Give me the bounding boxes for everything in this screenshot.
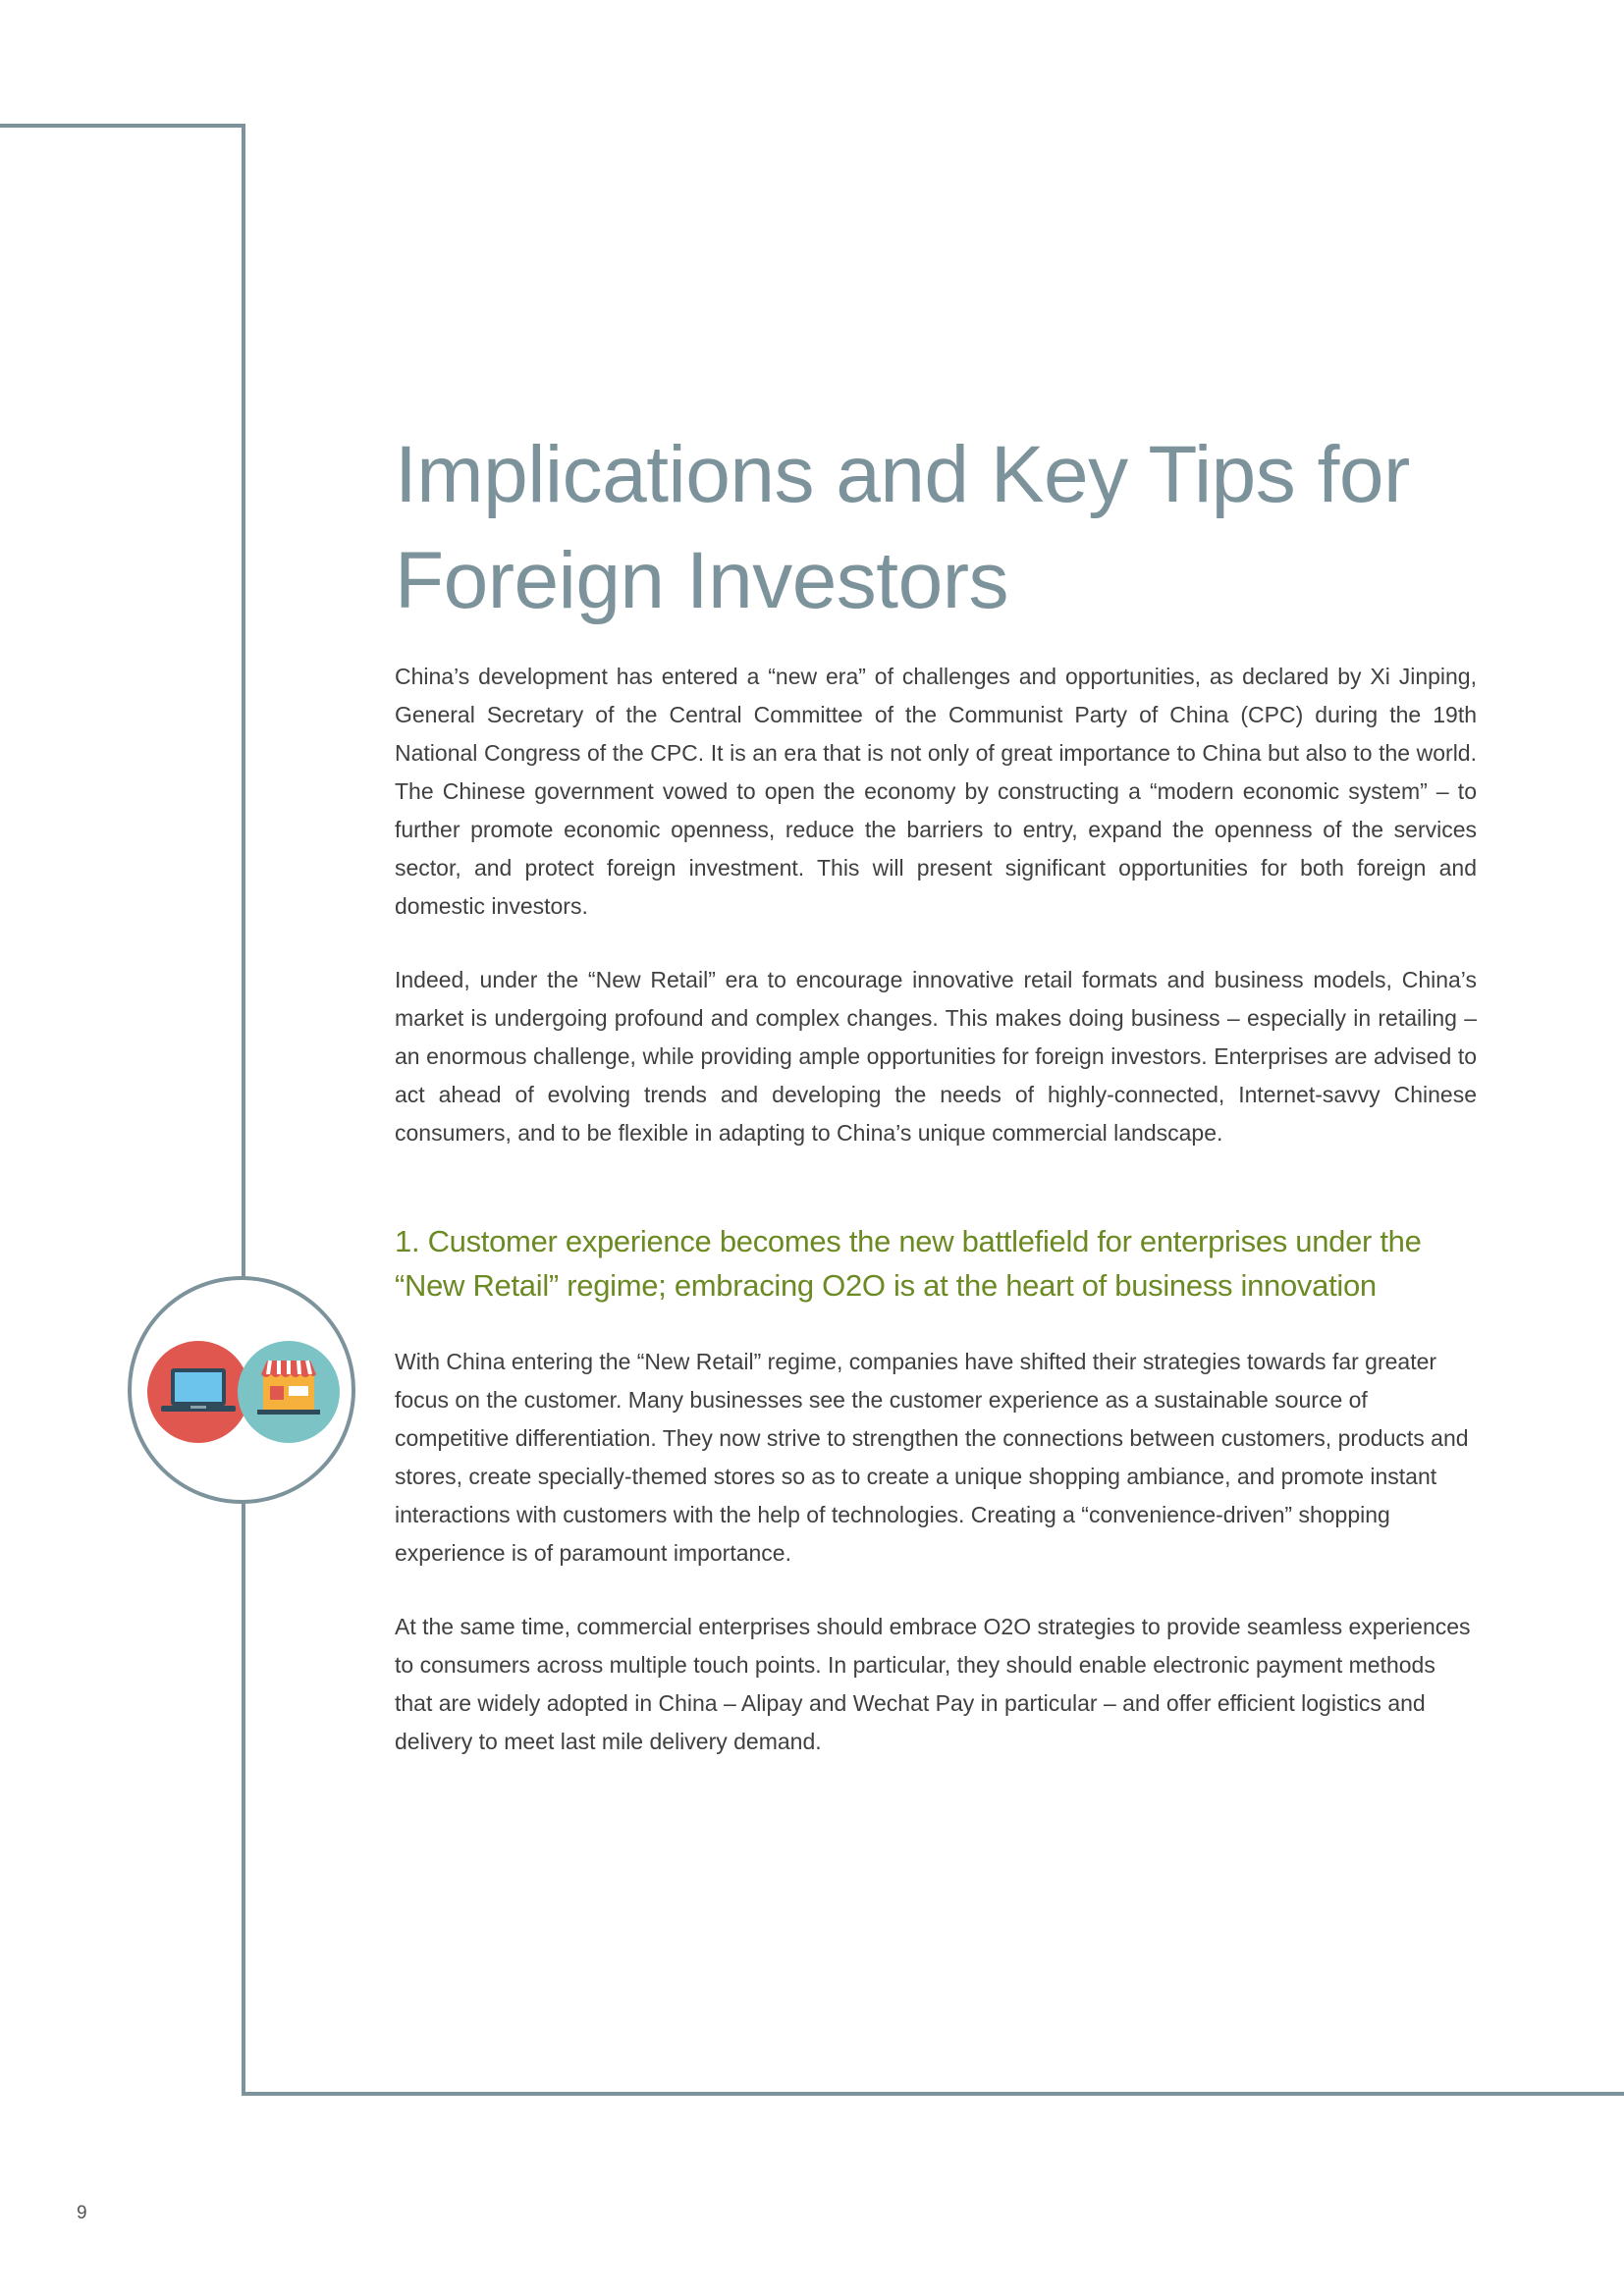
section-paragraph-2: At the same time, commercial enterprises should embrace O2O strategies to provide seamless experiences to consumers across multiple touch points. In particular, they should enable electronic payment methods that are widely adopted in China – Alipay and Wechat Pay in particular – and offer efficient logistics and delivery to meet last mile delivery demand.: [395, 1614, 1471, 1754]
section-icon-badge: [128, 1276, 355, 1504]
section-heading-line-2: “New Retail” regime; embracing O2O is at the heart of business innovation: [395, 1268, 1377, 1303]
frame-bottom-line: [242, 2092, 1624, 2096]
page-title-line-1: Implications and Key Tips for: [395, 430, 1410, 519]
frame-top-line: [0, 124, 245, 128]
page-number: 9: [77, 2203, 87, 2223]
section-paragraph-1: With China entering the “New Retail” regime, companies have shifted their strategies towards far greater focus on the customer. Many businesses see the customer experience as a sustainable source of competitive differentiation. They now strive to strengthen the connections between customers, products and stores, create specially-themed stores so as to create a unique shopping ambiance, and promote instant interactions with customers with the help of technologies. Creating a “convenience-driven” shopping experience is of paramount importance.: [395, 1349, 1469, 1566]
frame-left-line: [242, 124, 245, 2096]
intro-paragraph-2: Indeed, under the “New Retail” era to encourage innovative retail formats and business models, China’s market is undergoing profound and complex changes. This makes doing business – especially in retailing – an enormous challenge, while providing ample opportunities for foreign investors. Enterprises are advised to act ahead of evolving trends and developing the needs of highly-connected, Internet-savvy Chinese consumers, and to be flexible in adapting to China’s unique commercial landscape.: [395, 967, 1477, 1146]
main-content: [395, 422, 1477, 1761]
section-heading-line-1: 1. Customer experience becomes the new battlefield for enterprises under the: [395, 1224, 1422, 1258]
section-icon-graphic: [132, 1280, 352, 1500]
page-title-line-2: Foreign Investors: [395, 536, 1008, 625]
laptop-icon: [147, 1341, 249, 1443]
section-heading: [395, 1219, 1477, 1308]
page-title: [395, 422, 1477, 634]
storefront-icon: [238, 1341, 340, 1443]
intro-paragraph-1: China’s development has entered a “new era” of challenges and opportunities, as declared by Xi Jinping, General Secretary of the Central Committee of the Communist Party of China (CPC) during the 19th National Congress of the CPC. It is an era that is not only of great importance to China but also to the world. The Chinese government vowed to open the economy by constructing a “modern economic system” – to further promote economic openness, reduce the barriers to entry, expand the openness of the services sector, and protect foreign investment. This will present significant opportunities for both foreign and domestic investors.: [395, 664, 1477, 919]
